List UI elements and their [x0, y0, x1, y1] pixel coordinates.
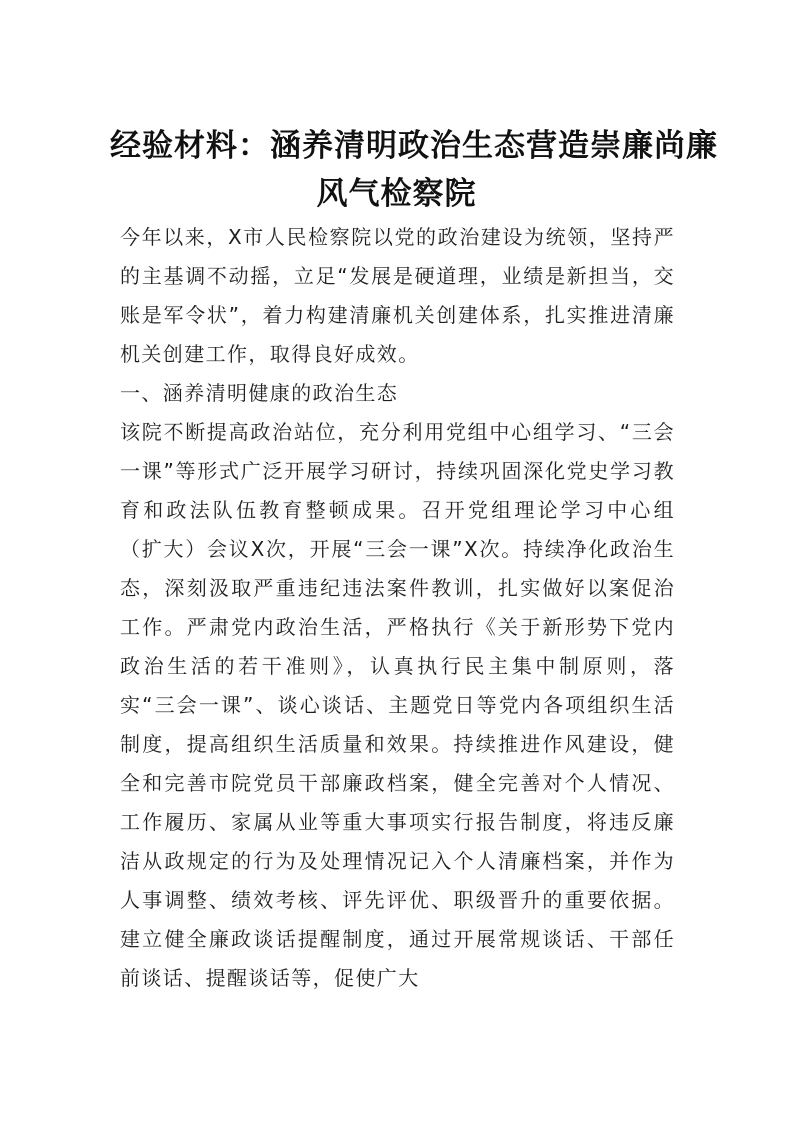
- document-body: [120, 218, 675, 998]
- paragraph-intro: 今年以来，X市人民检察院以党的政治建设为统领，坚持严的主基调不动摇，立足“发展是硬道理，业绩是新担当，交账是军令状”，着力构建清廉机关创建体系，扎实推进清廉机关创建工作，取得良好成效。: [120, 225, 675, 366]
- document-title-line-1: 经验材料：涵养清明政治生态营造崇廉尚廉: [110, 128, 718, 164]
- paragraph-section-1: 该院不断提高政治站位，充分利用党组中心组学习、“三会一课”等形式广泛开展学习研讨，持续巩固深化党史学习教育和政法队伍教育整顿成果。召开党组理论学习中心组（扩大）会议X次，开展“三会一课”X次。持续净化政治生态，深刻汲取严重违纪违法案件教训，扎实做好以案促治工作。严肃党内政治生活，严格执行《关于新形势下党内政治生活的若干准则》，认真执行民主集中制原则，落实“三会一课”、谈心谈话、主题党日等党内各项组织生活制度，提高组织生活质量和效果。持续推进作风建设，健全和完善市院党员干部廉政档案，健全完善对个人情况、工作履历、家属从业等重大事项实行报告制度，将违反廉洁从政规定的行为及处理情况记入个人清廉档案，并作为人事调整、绩效考核、评先评优、职级晋升的重要依据。建立健全廉政谈话提醒制度，通过开展常规谈话、干部任前谈话、提醒谈话等，促使广大: [120, 420, 675, 990]
- section-heading-1: 一、涵养清明健康的政治生态: [120, 381, 399, 405]
- document-title-line-2: 风气检察院: [316, 176, 477, 212]
